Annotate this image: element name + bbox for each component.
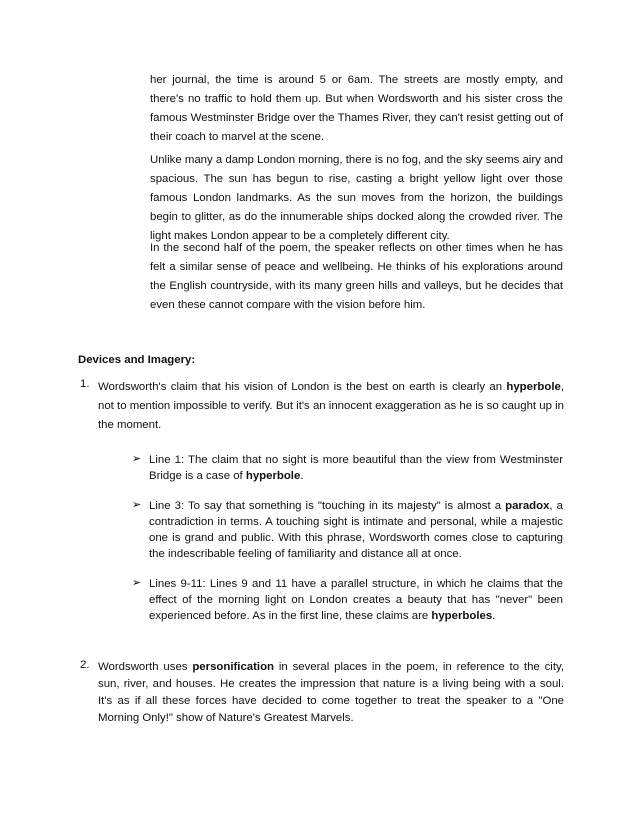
term-hyperbole: hyperbole <box>245 470 301 482</box>
bullet-arrow-icon: ➢ <box>132 453 142 465</box>
term-personification: personification <box>192 661 274 673</box>
term-paradox: paradox <box>505 500 550 512</box>
paragraph-second-half: In the second half of the poem, the speaker reflects on other times when he has felt a similar sense of peace and wellbeing. He thinks of his explorations around the English countryside, with its many green hills and valleys, but he decides that even these cannot compare with the vision before him. <box>150 242 563 311</box>
term-hyperbole: hyperbole <box>506 381 561 393</box>
paragraph-journal: her journal, the time is around 5 or 6am. The streets are mostly empty, and there's no traffic to hold them up. But when Wordsworth and his sister cross the famous Westminster Bridge over the Thames River, they can't resist getting out of their coach to marvel at the scene. <box>150 74 563 143</box>
term-hyperboles: hyperboles <box>431 610 493 622</box>
bullet-arrow-icon: ➢ <box>132 499 142 511</box>
list-item-1: Wordsworth's claim that his vision of London is the best on earth is clearly an hyperbole, not to mention impossible to verify. But it's an innocent exaggeration as he is so caught up in the moment. <box>98 381 564 431</box>
list-number-2: 2. <box>80 659 90 671</box>
bullet-item-line-3: Line 3: To say that something is "touching in its majesty" is almost a paradox, a contradiction in terms. A touching sight is intimate and personal, while a majestic one is grand and public. With this phrase, Wordsworth comes close to capturing the indescribable feeling of familiarity and distance all at once. <box>149 500 563 560</box>
bullet-arrow-icon: ➢ <box>132 577 142 589</box>
list-item-2: Wordsworth uses personification in several places in the poem, in reference to the city, sun, river, and houses. He creates the impression that nature is a living being with a soul. It's as if all these forces have decided to come together to treat the speaker to a "One Morning Only!" show of Nature's Greatest Marvels. <box>98 661 565 724</box>
paragraph-morning: Unlike many a damp London morning, there is no fog, and the sky seems airy and spacious. The sun has begun to rise, casting a bright yellow light over those famous London landmarks. As the sun moves from the horizon, the buildings begin to glitter, as do the innumerable ships docked along the crowded river. The light makes London appear to be a completely different city. <box>150 154 563 242</box>
section-heading: Devices and Imagery: <box>78 354 196 366</box>
list-number-1: 1. <box>80 378 90 390</box>
bullet-item-line-1: Line 1: The claim that no sight is more beautiful than the view from Westminster Bridge is a case of hyperbole. <box>149 454 563 482</box>
bullet-item-lines-9-11: Lines 9-11: Lines 9 and 11 have a parallel structure, in which he claims that the effect of the morning light on London creates a beauty that has "never" been experienced before. As in the first line, these claims are hyperboles. <box>149 578 563 622</box>
